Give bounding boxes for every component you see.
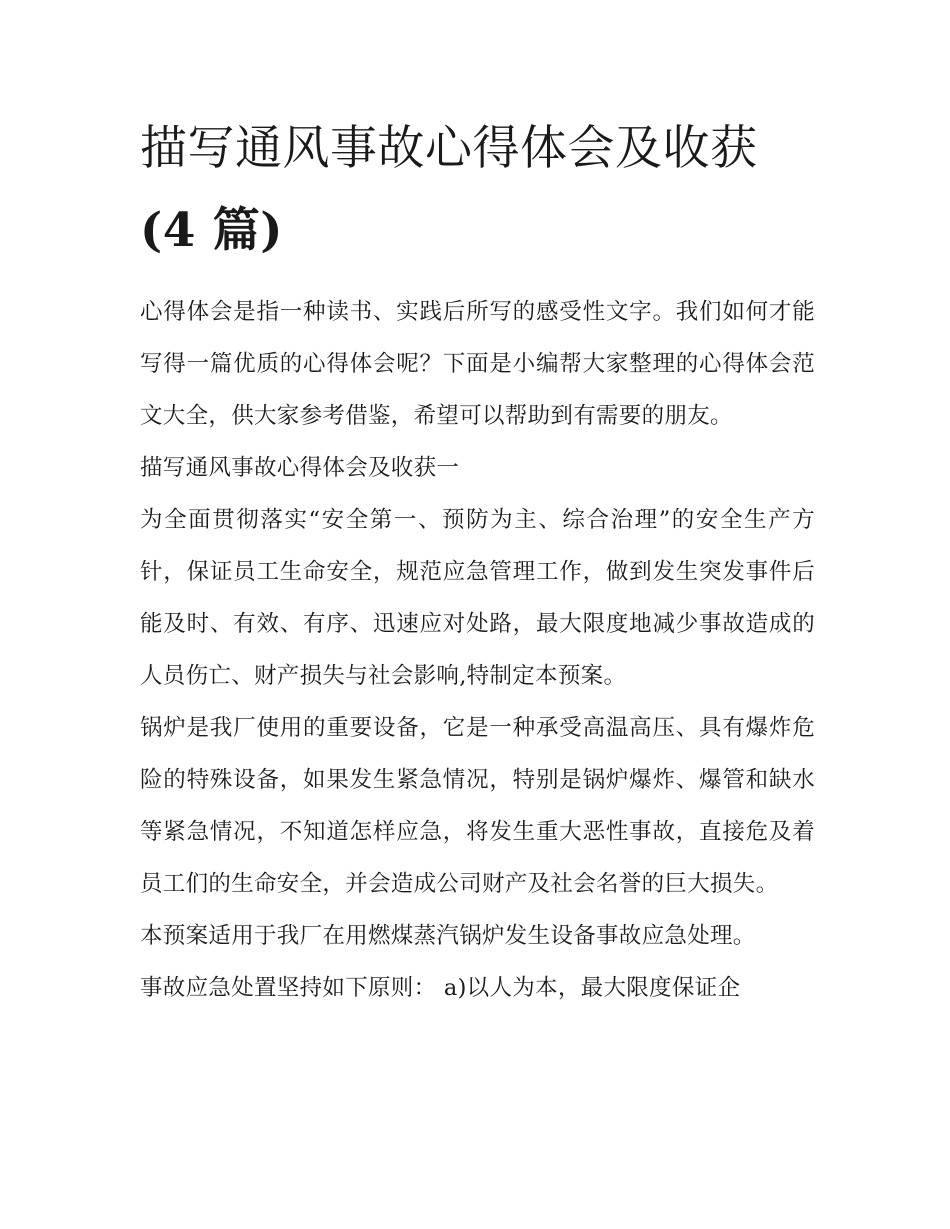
document-page	[140, 108, 815, 1014]
intro-paragraph: 心得体会是指一种读书、实践后所写的感受性文字。我们如何才能写得一篇优质的心得体会呢？下面是小编帮大家整理的心得体会范文大全，供大家参考借鉴，希望可以帮助到有需要的朋友。	[140, 299, 815, 429]
body-paragraph: 本预案适用于我厂在用燃煤蒸汽锅炉发生设备事故应急处理。	[140, 923, 756, 949]
document-title	[140, 108, 815, 272]
section-heading: 描写通风事故心得体会及收获一	[140, 455, 460, 481]
body-paragraph: 为全面贯彻落实“安全第一、预防为主、综合治理”的安全生产方针，保证员工生命安全，规范应急管理工作，做到发生突发事件后能及时、有效、有序、迅速应对处路，最大限度地减少事故造成的人员伤亡、财产损失与社会影响,特制定本预案。	[140, 507, 815, 689]
document-body	[140, 286, 815, 1014]
body-paragraph: 锅炉是我厂使用的重要设备，它是一种承受高温高压、具有爆炸危险的特殊设备，如果发生紧急情况，特别是锅炉爆炸、爆管和缺水等紧急情况，不知道怎样应急，将发生重大恶性事故，直接危及着员工们的生命安全，并会造成公司财产及社会名誉的巨大损失。	[140, 715, 815, 897]
body-paragraph: 事故应急处置坚持如下原则： a)以人为本，最大限度保证企	[140, 975, 741, 1001]
title-line-2: (4 篇)	[140, 203, 284, 258]
title-line-1: 描写通风事故心得体会及收获	[140, 121, 758, 176]
